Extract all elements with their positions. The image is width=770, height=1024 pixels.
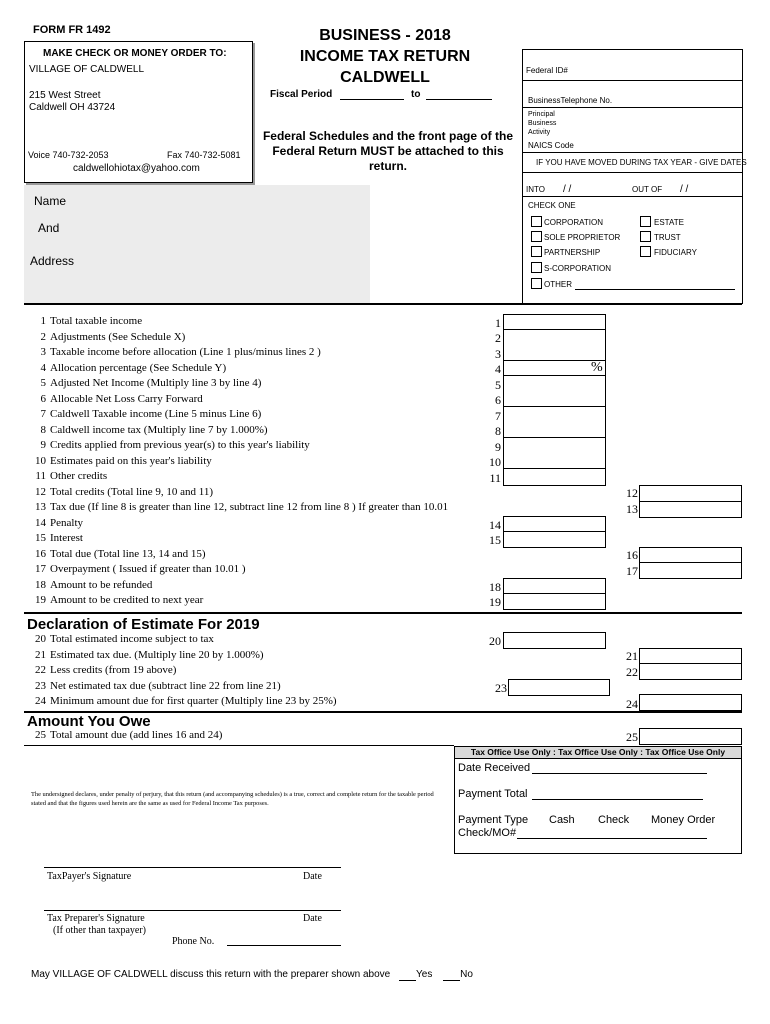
attach-notice: Federal Schedules and the front page of the Federal Return MUST be attached to this return. [262,129,514,173]
form-title-line3: CALDWELL [340,69,430,86]
s-corporation-label: S-CORPORATION [544,264,611,273]
line-25: 25 Total amount due (add lines 16 and 24) [35,729,223,741]
line-22: 22 Less credits (from 19 above) [35,664,177,676]
line-1-number: 1 [495,316,501,330]
line-18-number: 18 [489,580,501,594]
discuss-yes-field[interactable] [399,969,416,981]
line-24: 24 Minimum amount due for first quarter (Multiply line 23 by 25%) [35,695,337,707]
line-8: 8 Caldwell income tax (Multiply line 7 by 1.000%) [40,424,268,436]
line-2-number: 2 [495,331,501,345]
corporation-checkbox[interactable] [531,216,542,227]
name-label: Name [34,194,67,208]
percent-sign: % [591,360,603,375]
line-8-number: 8 [495,424,501,438]
line-21: 21 Estimated tax due. (Multiply line 20 by 1.000%) [35,649,264,661]
other-field[interactable] [575,289,735,290]
payment-type-label: Payment Type [458,814,529,826]
payment-total-field [532,799,703,800]
preparer-signature-label: Tax Preparer's Signature [47,913,145,924]
fiscal-period-label: Fiscal Period [270,89,333,100]
line-19-field[interactable] [503,593,606,610]
federal-id-label: Federal ID# [526,66,568,75]
form-title [260,25,510,88]
line-11-field[interactable] [503,468,605,484]
line-12-number: 12 [626,486,638,500]
line-5: 5 Adjusted Net Income (Multiply line 3 by line 4) [40,377,262,389]
perjury-declaration: The undersigned declares, under penalty of perjury, that this return (and accompanying schedules) is a true, correct and complete return for the taxable period stated and that the figures used herein are the same as used for Federal Income Tax purposes. [31,791,434,807]
line-25-number: 25 [626,730,638,744]
and-label: And [38,221,60,235]
section-estimate: Declaration of Estimate For 2019 [27,616,260,633]
address-label: Address [30,254,75,268]
fiscal-to-label: to [411,89,421,100]
line-16: 16 Total due (Total line 13, 14 and 15) [35,548,206,560]
sole-proprietor-checkbox[interactable] [531,231,542,242]
discuss-yes-label: Yes [416,969,433,980]
discuss-question [31,969,473,981]
payee-voice: Voice 740-732-2053 [28,150,109,160]
into-date-field[interactable]: / / [563,184,572,195]
line-22-number: 22 [626,665,638,679]
activity-label: Principal Business Activity [528,111,557,136]
line-21-number: 21 [626,649,638,663]
naics-label: NAICS Code [528,141,574,150]
line-13: 13 Tax due (If line 8 is greater than line 12, subtract line 12 from line 8 ) If greater than 10.01 [35,501,449,513]
payee-heading: MAKE CHECK OR MONEY ORDER TO: [43,48,227,59]
line-11: 11 Other credits [35,470,108,482]
line-14-number: 14 [489,518,501,532]
preparer-note: (If other than taxpayer) [53,925,147,936]
other-checkbox[interactable] [531,278,542,289]
phone-label: Phone No. [172,936,215,947]
sole-proprietor-label: SOLE PROPRIETOR [544,233,621,242]
line-17-number: 17 [626,564,638,578]
partnership-label: PARTNERSHIP [544,248,601,257]
line-7: 7 Caldwell Taxable income (Line 5 minus Line 6) [40,408,262,420]
line-14: 14 Penalty [35,517,83,529]
line-12-field[interactable] [639,485,742,502]
line-23-field[interactable] [508,679,610,696]
date-received-field [532,773,707,774]
line-17: 17 Overpayment ( Issued if greater than 10.01 ) [35,563,246,575]
line-9: 9 Credits applied from previous year(s) to this year's liability [40,439,310,451]
line-1-field[interactable] [503,314,605,329]
line-5-number: 5 [495,378,501,392]
check-one-label: CHECK ONE [528,201,576,210]
line-23-number: 23 [495,681,507,695]
corporation-label: CORPORATION [544,218,603,227]
check-mo-label: Check/MO# [458,827,517,839]
fiduciary-label: FIDUCIARY [654,248,697,257]
check-label: Check [598,814,630,826]
telephone-label: BusinessTelephone No. [528,96,613,105]
cash-label: Cash [549,814,575,826]
line-6-number: 6 [495,393,501,407]
line-9-10-field[interactable] [503,437,605,468]
form-title-line2: INCOME TAX RETURN [299,48,471,65]
fiscal-to-field[interactable] [426,99,492,100]
estate-checkbox[interactable] [640,216,651,227]
line-6: 6 Allocable Net Loss Carry Forward [40,393,203,405]
line-17-field[interactable] [639,562,742,579]
line-11-number: 11 [489,471,501,485]
line-4-field[interactable] [503,360,605,375]
estate-label: ESTATE [654,218,684,227]
discuss-no-field[interactable] [443,969,460,981]
line-15: 15 Interest [35,532,83,544]
section-owe: Amount You Owe [27,713,151,730]
fiduciary-checkbox[interactable] [640,246,651,257]
preparer-date-label: Date [303,913,322,924]
taxpayer-signature-field[interactable] [44,867,341,868]
line-5-6-field[interactable] [503,375,605,406]
line-13-number: 13 [626,502,638,516]
line-20: 20 Total estimated income subject to tax [35,633,214,645]
tax-office-box [454,746,742,854]
name-address-block[interactable] [24,185,370,303]
line-16-number: 16 [626,548,638,562]
line-23: 23 Net estimated tax due (subtract line 22 from line 21) [35,680,281,692]
line-3-number: 3 [495,347,501,361]
line-3: 3 Taxable income before allocation (Line 1 plus/minus lines 2 ) [40,346,321,358]
form-number: FORM FR 1492 [33,24,111,36]
moved-label: IF YOU HAVE MOVED DURING TAX YEAR - GIVE DATES [536,158,747,167]
s-corporation-checkbox[interactable] [531,262,542,273]
line-4: 4 Allocation percentage (See Schedule Y) [40,362,227,374]
line-15-number: 15 [489,533,501,547]
fiscal-from-field[interactable] [340,99,404,100]
line-18: 18 Amount to be refunded [35,579,153,591]
line-24-number: 24 [626,697,638,711]
into-label: INTO [526,185,545,194]
payee-city: Caldwell OH 43724 [29,102,116,113]
trust-label: TRUST [654,233,681,242]
line-4-number: 4 [495,362,501,376]
line-24-field[interactable] [639,694,742,711]
payee-name: VILLAGE OF CALDWELL [29,64,145,75]
business-info-panel [522,49,747,304]
discuss-no-label: No [460,969,473,980]
line-20-field[interactable] [503,632,606,649]
line-19: 19 Amount to be credited to next year [35,594,204,606]
date-received-label: Date Received [458,762,531,774]
outof-label: OUT OF [632,185,663,194]
taxpayer-date-label: Date [303,871,322,882]
line-10-number: 10 [489,455,501,469]
other-label: OTHER [544,280,572,289]
tax-office-header: Tax Office Use Only : Tax Office Use Only : Tax Office Use Only [455,747,741,759]
line-12: 12 Total credits (Total line 9, 10 and 11) [35,486,214,498]
line-2-3-field[interactable] [503,329,605,360]
line-13-field[interactable] [639,501,742,518]
line-7-8-field[interactable] [503,406,605,437]
preparer-signature-field[interactable] [44,910,341,911]
payee-box [24,41,253,183]
trust-checkbox[interactable] [640,231,651,242]
partnership-checkbox[interactable] [531,246,542,257]
outof-date-field[interactable]: / / [680,184,689,195]
check-mo-field [517,838,707,839]
line-25-field[interactable] [639,728,742,745]
line-20-number: 20 [489,634,501,648]
line-15-field[interactable] [503,531,606,548]
line-19-number: 19 [489,595,501,609]
payment-total-label: Payment Total [458,788,528,800]
payee-email: caldwellohiotax@yahoo.com [73,163,200,174]
discuss-text: May VILLAGE OF CALDWELL discuss this return with the preparer shown above [31,969,391,980]
line-22-field[interactable] [639,663,742,680]
line-7-number: 7 [495,409,501,423]
line-10: 10 Estimates paid on this year's liability [35,455,212,467]
payee-fax: Fax 740-732-5081 [167,150,241,160]
money-order-label: Money Order [651,814,716,826]
form-title-line1: BUSINESS - 2018 [319,27,451,44]
taxpayer-signature-label: TaxPayer's Signature [47,871,132,882]
phone-field[interactable] [227,945,341,946]
line-2: 2 Adjustments (See Schedule X) [40,331,186,343]
payee-street: 215 West Street [29,90,101,101]
line-1: 1 Total taxable income [40,315,143,327]
line-9-number: 9 [495,440,501,454]
